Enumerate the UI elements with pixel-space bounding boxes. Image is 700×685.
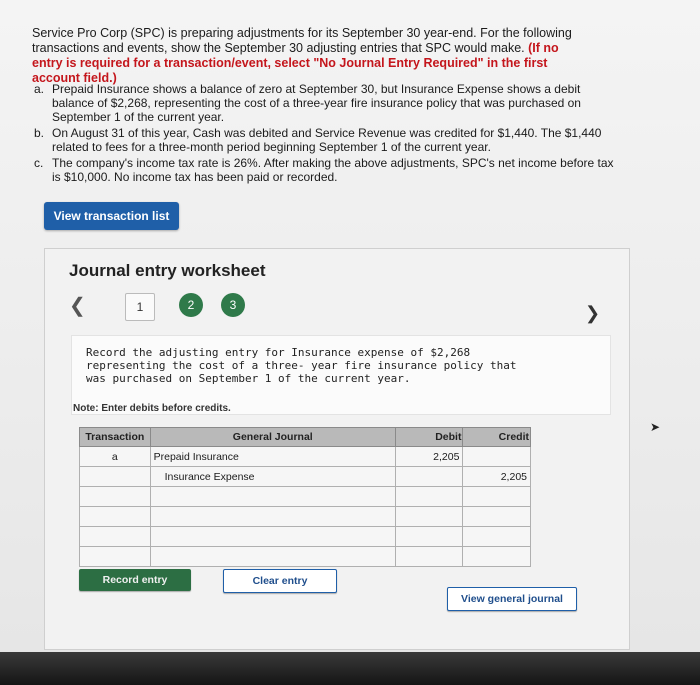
chevron-left-icon[interactable]: ❮ — [69, 295, 86, 317]
view-transaction-list-button[interactable]: View transaction list — [44, 202, 179, 230]
table-row — [80, 507, 531, 527]
table-row — [80, 447, 531, 467]
step-1-button[interactable]: 1 — [125, 293, 155, 321]
instruction-text: Record the adjusting entry for Insurance expense of $2,268 representing the cost of a three- year fire insurance policy that was purchased on September 1 of the current year. — [86, 346, 517, 385]
clear-entry-button[interactable]: Clear entry — [223, 569, 337, 593]
account-cell[interactable] — [150, 487, 395, 507]
table-row — [80, 487, 531, 507]
transaction-cell: a — [80, 447, 151, 467]
item-label: a. — [34, 82, 45, 96]
journal-entry-worksheet — [44, 248, 630, 650]
general-journal-header: General Journal — [150, 428, 395, 447]
journal-table — [79, 427, 531, 567]
chevron-right-icon[interactable]: ❯ — [585, 303, 601, 323]
account-cell[interactable] — [150, 547, 395, 567]
worksheet-title: Journal entry worksheet — [69, 261, 266, 280]
debit-cell[interactable] — [395, 507, 463, 527]
record-entry-button[interactable]: Record entry — [79, 569, 191, 591]
debit-cell[interactable] — [395, 487, 463, 507]
view-general-journal-button[interactable]: View general journal — [447, 587, 577, 611]
item-text: On August 31 of this year, Cash was debited and Service Revenue was credited for $1,440. The $1,440 related to fees for a three-month period beginning September 1 of the current year. — [52, 126, 602, 154]
entry-note: Note: Enter debits before credits. — [73, 403, 231, 414]
debit-cell[interactable]: 2,205 — [395, 447, 463, 467]
debit-cell[interactable] — [395, 547, 463, 567]
list-item — [34, 156, 614, 184]
transaction-cell — [80, 527, 151, 547]
transaction-cell — [80, 547, 151, 567]
item-label: c. — [34, 156, 44, 170]
item-text: Prepaid Insurance shows a balance of zero at September 30, but Insurance Expense shows a debit balance of $2,268, representing the cost of a three-year fire insurance policy that was purchased on September 1 of the current year. — [52, 82, 581, 124]
transaction-header: Transaction — [80, 428, 151, 447]
cursor-icon: ➤ — [650, 420, 661, 434]
transaction-cell — [80, 507, 151, 527]
transaction-items — [34, 82, 614, 186]
item-text: The company's income tax rate is 26%. After making the above adjustments, SPC's net income before tax is $10,000. No income tax has been paid or recorded. — [52, 156, 614, 184]
credit-cell[interactable] — [463, 527, 531, 547]
credit-cell[interactable]: 2,205 — [463, 467, 531, 487]
list-item — [34, 126, 614, 154]
debit-header: Debit — [395, 428, 463, 447]
intro-text: Service Pro Corp (SPC) is preparing adjustments for its September 30 year-end. For the following transactions and events, show the September 30 adjusting entries that SPC would make. — [32, 26, 572, 55]
screen-bezel — [0, 652, 700, 685]
debit-cell[interactable] — [395, 527, 463, 547]
credit-cell[interactable] — [463, 487, 531, 507]
table-row — [80, 527, 531, 547]
required-note: (If no entry is required for a transaction/event, select "No Journal Entry Required" in the first account field.) — [32, 41, 559, 85]
debit-cell[interactable] — [395, 467, 463, 487]
account-cell[interactable]: Insurance Expense — [150, 467, 395, 487]
account-cell[interactable] — [150, 527, 395, 547]
credit-cell[interactable] — [463, 447, 531, 467]
table-row — [80, 547, 531, 567]
table-row — [80, 467, 531, 487]
step-2-button[interactable]: 2 — [179, 293, 203, 317]
transaction-cell — [80, 467, 151, 487]
item-label: b. — [34, 126, 45, 140]
account-cell[interactable] — [150, 507, 395, 527]
list-item — [34, 82, 614, 124]
problem-intro — [32, 26, 592, 86]
credit-header: Credit — [463, 428, 531, 447]
transaction-cell — [80, 487, 151, 507]
credit-cell[interactable] — [463, 507, 531, 527]
step-3-button[interactable]: 3 — [221, 293, 245, 317]
credit-cell[interactable] — [463, 547, 531, 567]
account-cell[interactable]: Prepaid Insurance — [150, 447, 395, 467]
